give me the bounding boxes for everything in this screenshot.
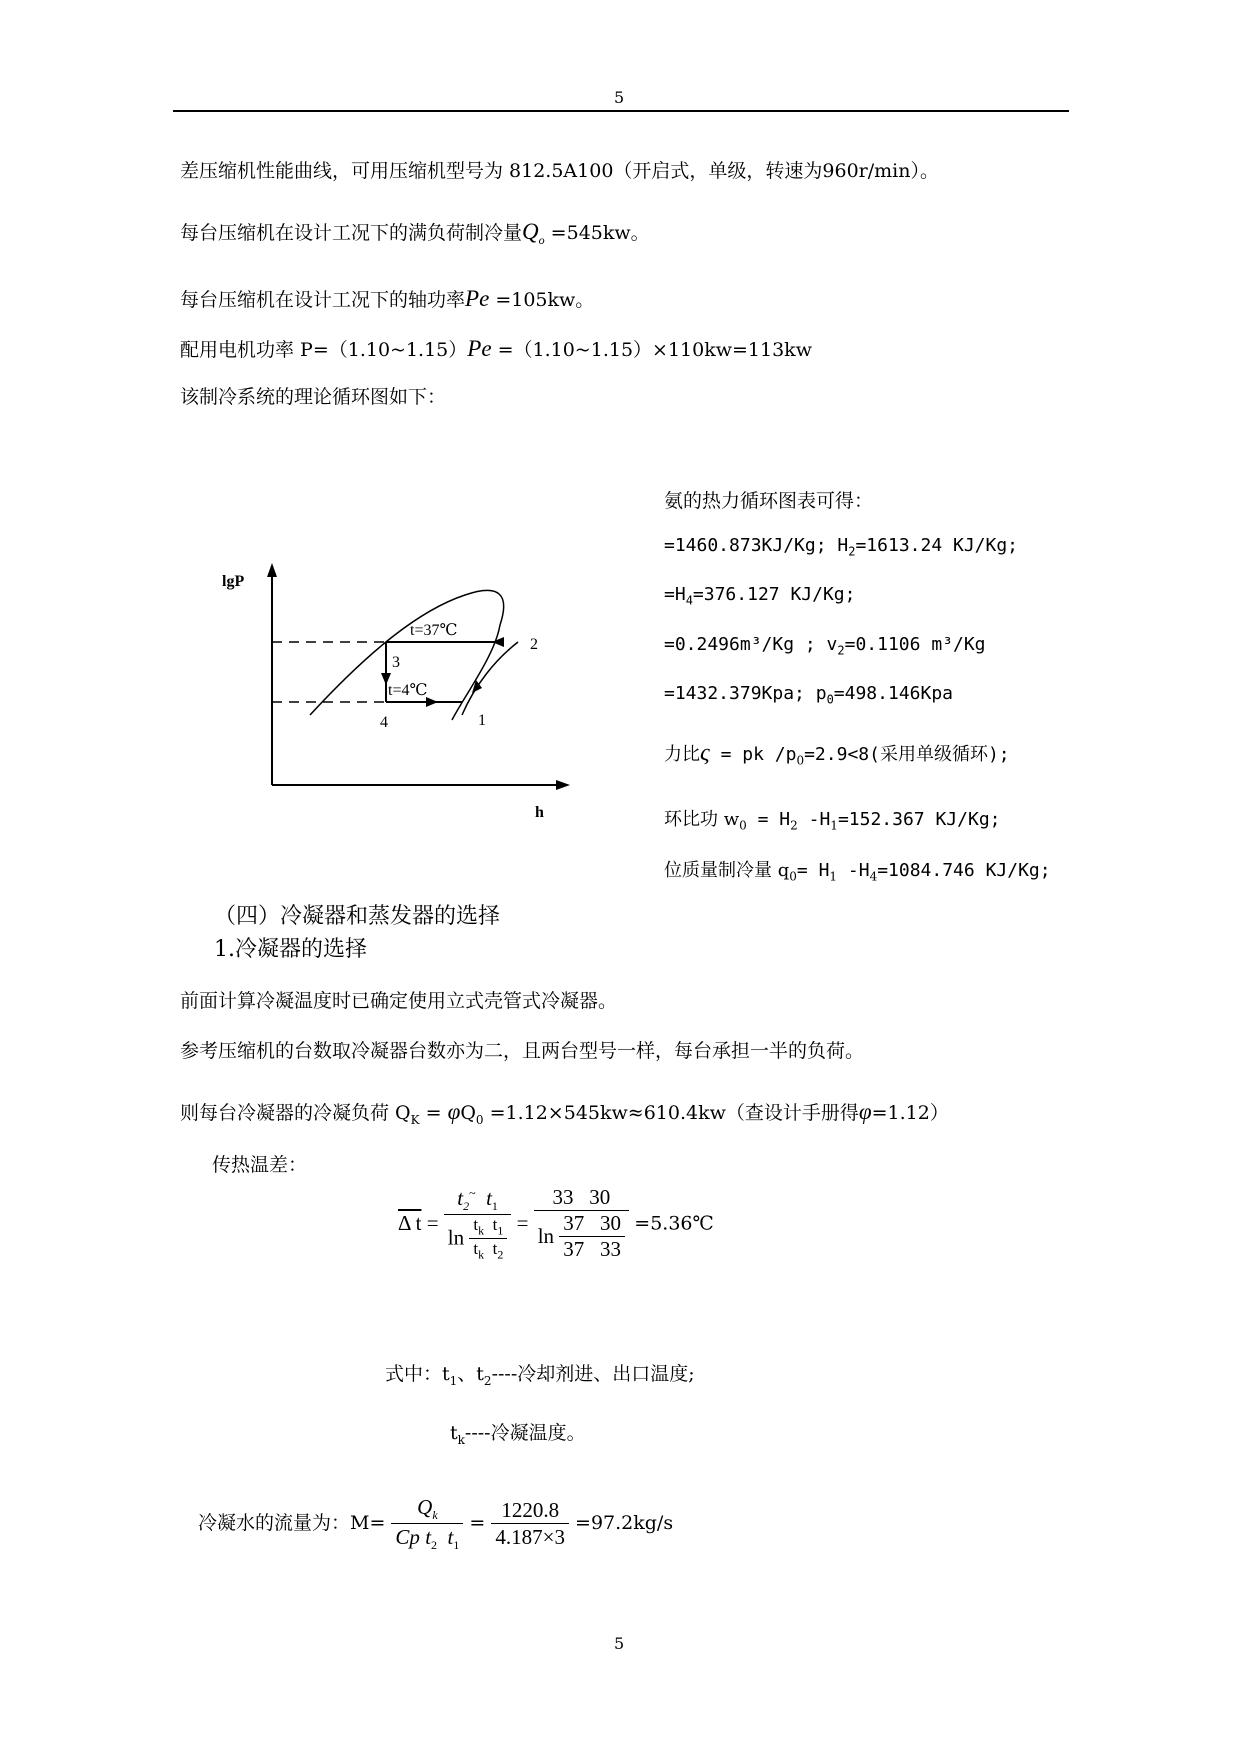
right-line-2-sub: 2 — [848, 544, 856, 559]
right-line-5 — [664, 683, 953, 707]
right-line-1: 氨的热力循环图表可得： — [664, 490, 874, 512]
lmtd-denominator — [444, 1215, 512, 1262]
page-number-bottom: 5 — [614, 1634, 625, 1653]
right-line-6-b: = pk /p — [709, 744, 797, 765]
flow-t2: t — [425, 1525, 432, 1550]
flow-t1: t — [447, 1525, 454, 1550]
x-axis-arrow-icon — [556, 780, 570, 790]
section-line-3 — [180, 1098, 949, 1127]
section-line-3-d: =1.12×545kw≈610.4kw（查设计手册得 — [483, 1102, 859, 1124]
right-line-7-d: =152.367 KJ/Kg; — [837, 809, 1001, 830]
section-line-3-sub2: 0 — [475, 1112, 484, 1127]
den-t2: t — [492, 1238, 498, 1258]
water-flow-result: =97.2kg/s — [575, 1511, 674, 1534]
note-1-c: ----冷却剂进、出口温度; — [491, 1363, 695, 1385]
text-line-1: 差压缩机性能曲线，可用压缩机型号为 812.5A100（开启式，单级，转速为960r/min）。 — [180, 160, 939, 182]
den-tk2-sub: k — [478, 1246, 485, 1261]
right-line-5-a: =1432.379Kpa; p — [664, 683, 827, 704]
text-line-4-b: =（1.10~1.15）×110kw=113kw — [491, 339, 812, 361]
d1: 37 — [563, 1211, 585, 1236]
formula-eq-2: = — [516, 1211, 529, 1236]
right-line-8-a: 位质量制冷量 q — [664, 860, 790, 881]
text-line-3 — [180, 285, 594, 312]
note-1-sub1: 1 — [449, 1373, 458, 1388]
var-Pe-2: Pe — [467, 336, 492, 361]
d2: 30 — [600, 1211, 622, 1236]
num-tilde: ~ — [469, 1186, 476, 1201]
note-2-b: ----冷凝温度。 — [464, 1422, 586, 1444]
text-line-2-a: 每台压缩机在设计工况下的满负荷制冷量 — [180, 222, 523, 244]
point-1-label: 1 — [478, 712, 486, 729]
low-temp-label: t=4℃ — [388, 682, 428, 699]
right-line-6-sub: 0 — [796, 753, 805, 768]
right-line-3-sub: 4 — [685, 593, 693, 608]
den-t1-sub: 1 — [497, 1223, 504, 1238]
d3: 37 — [563, 1237, 585, 1262]
section-line-1: 前面计算冷凝温度时已确定使用立式壳管式冷凝器。 — [180, 990, 618, 1012]
right-line-8-c: -H — [837, 860, 870, 881]
num-t1: t — [486, 1186, 492, 1211]
text-line-3-a: 每台压缩机在设计工况下的轴功率 — [180, 289, 466, 311]
right-line-6 — [664, 740, 1010, 768]
lmtd-fraction-symbolic — [444, 1186, 512, 1261]
var-Q: Q — [522, 219, 539, 244]
ln-inner-fraction — [469, 1215, 507, 1262]
right-line-5-b: =498.146Kpa — [833, 683, 954, 704]
right-line-7-sub2: 2 — [790, 818, 798, 833]
right-line-7-sub3: 1 — [830, 818, 838, 833]
right-line-8 — [664, 856, 1051, 884]
lmtd-num-numeric — [534, 1185, 629, 1211]
right-line-2-b: =1613.24 KJ/Kg; — [855, 535, 1019, 556]
d4: 33 — [600, 1237, 622, 1262]
note-1-sub2: 2 — [483, 1373, 492, 1388]
right-line-8-d: =1084.746 KJ/Kg; — [877, 860, 1051, 881]
num-t1-sub: 1 — [491, 1199, 498, 1214]
note-line-2 — [450, 1418, 586, 1447]
section-line-3-b: = — [419, 1102, 448, 1124]
flow-t2-sub: 2 — [431, 1538, 438, 1553]
phi-symbol-2: φ — [858, 1099, 872, 1124]
lmtd-fraction-numeric — [534, 1185, 629, 1263]
water-flow-fraction — [391, 1494, 463, 1553]
right-line-8-sub3: 4 — [869, 869, 878, 884]
note-2-sub: k — [457, 1432, 465, 1447]
text-line-2-b: =545kw。 — [544, 222, 650, 244]
ln-numeric-den — [559, 1237, 625, 1262]
text-line-4-a: 配用电机功率 P=（1.10~1.15） — [180, 339, 468, 361]
ln-numeric-num — [559, 1211, 625, 1237]
section-line-3-sub1: K — [410, 1112, 420, 1127]
den-tk-sub: k — [478, 1223, 485, 1238]
lmtd-den-numeric — [534, 1211, 629, 1262]
text-line-3-b: =105kw。 — [489, 289, 595, 311]
note-line-1 — [385, 1359, 695, 1388]
header-rule — [173, 110, 1069, 112]
right-line-4-a: =0.2496m³/Kg ; v — [664, 634, 838, 655]
lmtd-formula — [398, 1185, 714, 1263]
ln-2: ln — [537, 1224, 555, 1249]
point-3-label: 3 — [392, 654, 400, 671]
den-t2-sub: 2 — [497, 1246, 504, 1261]
right-line-5-sub: 0 — [826, 692, 834, 707]
evaporation-arrow-icon — [426, 697, 438, 707]
formula-eq-1: = — [426, 1211, 439, 1236]
water-flow-den2: 4.187×3 — [495, 1525, 565, 1550]
var-Q-sub: o — [538, 232, 545, 247]
y-axis-label: lgP — [222, 573, 245, 590]
point-2-label: 2 — [530, 636, 538, 653]
water-flow-eq: = — [469, 1511, 486, 1534]
right-line-4 — [664, 634, 986, 658]
right-line-8-sub1: 0 — [789, 869, 797, 884]
pressure-ratio-symbol: ς — [700, 740, 710, 766]
right-line-8-b: = H — [796, 860, 830, 881]
var-Pe: Pe — [465, 286, 490, 311]
text-line-4 — [180, 335, 812, 362]
right-line-4-b: =0.1106 m³/Kg — [844, 634, 986, 655]
den-t1: t — [492, 1214, 498, 1234]
water-flow-label: 冷凝水的流量为：M= — [198, 1511, 386, 1534]
section-line-3-c: Q — [460, 1102, 476, 1124]
water-flow-num — [391, 1494, 463, 1524]
water-flow-num2: 1220.8 — [491, 1497, 569, 1524]
num-t2-sub: 2 — [463, 1199, 470, 1214]
right-line-7 — [664, 805, 1001, 833]
x-axis-label: h — [535, 804, 544, 821]
ln-numeric-fraction — [559, 1211, 625, 1262]
saturation-dome — [310, 590, 504, 720]
y-axis-arrow-icon — [267, 563, 277, 577]
high-temp-label: t=37℃ — [410, 622, 458, 639]
text-line-2 — [180, 218, 650, 248]
ln-inner-den — [469, 1239, 507, 1262]
text-line-5: 该制冷系统的理论循环图如下： — [180, 386, 447, 408]
right-line-3-a: =H — [664, 584, 686, 605]
den-tk2: t — [473, 1238, 479, 1258]
note-2-a: t — [450, 1422, 458, 1444]
right-line-4-sub: 2 — [837, 643, 845, 658]
right-line-3-b: =376.127 KJ/Kg; — [692, 584, 856, 605]
lgp-h-cycle-diagram — [200, 555, 580, 825]
ln-1: ln — [447, 1225, 465, 1250]
heat-diff-label: 传热温差： — [212, 1154, 308, 1176]
section-line-3-a: 则每台冷凝器的冷凝负荷 Q — [180, 1102, 411, 1124]
flow-Q-sub: k — [432, 1508, 438, 1523]
delta-t-bar: Δ t — [398, 1211, 422, 1236]
right-line-2-a: =1460.873KJ/Kg; H — [664, 535, 849, 556]
right-line-7-a: 环比功 w — [664, 809, 740, 830]
water-flow-formula — [198, 1494, 673, 1553]
right-line-7-b: = H — [746, 809, 791, 830]
right-line-8-sub2: 1 — [829, 869, 838, 884]
den-tk: t — [473, 1214, 479, 1234]
page-number-top: 5 — [614, 88, 625, 107]
note-1-a: 式中：t — [385, 1363, 450, 1385]
water-flow-numeric-fraction — [491, 1497, 569, 1551]
right-line-7-c: -H — [797, 809, 831, 830]
num-t2: t — [457, 1186, 464, 1211]
section-line-3-e: =1.12） — [871, 1102, 949, 1124]
lmtd-result: =5.36℃ — [634, 1212, 714, 1235]
flow-t1-sub: 1 — [453, 1538, 460, 1553]
right-line-2 — [664, 535, 1018, 559]
section-heading-4: （四）冷凝器和蒸发器的选择 — [214, 904, 501, 929]
right-line-6-a: 力比 — [664, 744, 700, 765]
n2: 30 — [589, 1185, 611, 1209]
water-flow-den — [391, 1524, 463, 1553]
note-1-b: 、t — [457, 1363, 484, 1385]
right-line-7-sub1: 0 — [739, 818, 747, 833]
right-line-3 — [664, 584, 855, 608]
flow-cp: Cp — [395, 1525, 420, 1550]
flow-Q: Q — [417, 1495, 433, 1519]
right-line-6-c: =2.9<8(采用单级循环); — [804, 744, 1010, 765]
n1: 33 — [552, 1185, 574, 1209]
ln-inner-num — [469, 1215, 507, 1239]
lmtd-numerator — [444, 1186, 512, 1215]
section-line-2: 参考压缩机的台数取冷凝器台数亦为二，且两台型号一样，每台承担一半的负荷。 — [180, 1040, 865, 1062]
point-4-label: 4 — [380, 714, 388, 731]
subsection-heading-1: 1.冷凝器的选择 — [214, 937, 367, 962]
phi-symbol: φ — [447, 1099, 461, 1124]
